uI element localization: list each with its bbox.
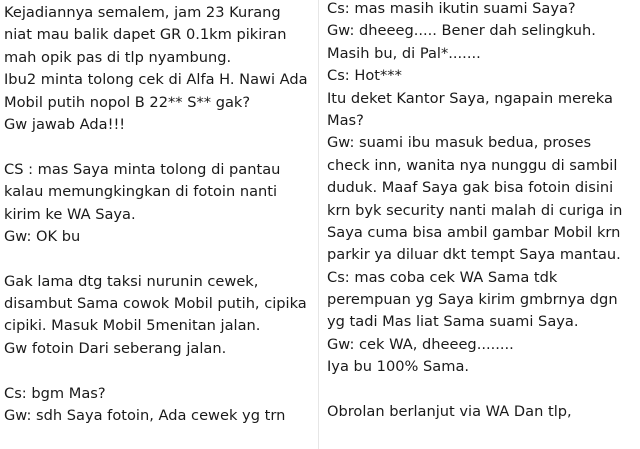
text-line: Cs: bgm Mas? (4, 384, 106, 402)
text-line: Ibu2 minta tolong cek di Alfa H. Nawi Ada (4, 71, 308, 89)
text-line: CS : mas Saya minta tolong di pantau (4, 160, 281, 178)
paragraph-gap (327, 379, 622, 401)
left-text-column (0, 0, 318, 449)
text-line: Obrolan berlanjut via WA Dan tlp, (327, 403, 572, 421)
right-text-column (318, 0, 640, 449)
text-line: Gw: OK bu (4, 227, 81, 245)
text-line: Masih bu, di Pal*....... (327, 44, 481, 62)
text-line: Gw: sdh Saya fotoin, Ada cewek yg trn (4, 407, 286, 425)
text-line: duduk. Maaf Saya gak bisa fotoin disini (327, 179, 614, 197)
right-text-lines (327, 0, 622, 423)
text-line: Itu deket Kantor Saya, ngapain mereka (327, 89, 613, 107)
text-line: Gw: cek WA, dheeeg........ (327, 335, 514, 353)
text-line: parkir ya diluar dkt tempt Saya mantau. (327, 246, 621, 264)
text-line: Gw jawab Ada!!! (4, 115, 126, 133)
text-line: cipiki. Masuk Mobil 5menitan jalan. (4, 317, 261, 335)
paragraph-gap (4, 136, 308, 158)
text-line: Kejadiannya semalem, jam 23 Kurang (4, 4, 281, 21)
text-line: Cs: Hot*** (327, 67, 402, 85)
text-line: Mas? (327, 111, 364, 129)
paragraph-gap (4, 248, 308, 270)
text-line: Saya cuma bisa ambil gambar Mobil krn (327, 223, 621, 241)
text-line: Gw fotoin Dari seberang jalan. (4, 339, 227, 357)
text-line: Cs: mas masih ikutin suami Saya? (327, 0, 576, 17)
text-line: Gak lama dtg taksi nurunin cewek, (4, 272, 259, 290)
text-line: kirim ke WA Saya. (4, 205, 136, 223)
left-text-lines (4, 2, 308, 427)
text-line: perempuan yg Saya kirim gmbrnya dgn (327, 291, 618, 309)
text-line: Mobil putih nopol B 22** S** gak? (4, 93, 251, 111)
text-line: Cs: mas coba cek WA Sama tdk (327, 268, 558, 286)
text-line: krn byk security nanti malah di curiga in (327, 201, 623, 219)
text-line: Iya bu 100% Sama. (327, 358, 470, 376)
text-line: mah opik pas di tlp nyambung. (4, 48, 232, 66)
text-line: disambut Sama cowok Mobil putih, cipika (4, 295, 307, 313)
text-line: Gw: dheeeg..... Bener dah selingkuh. (327, 22, 596, 40)
text-line: Gw: suami ibu masuk bedua, proses (327, 134, 592, 152)
text-line: yg tadi Mas liat Sama suami Saya. (327, 313, 579, 331)
text-line: kalau memungkingkan di fotoin nanti (4, 183, 278, 201)
paragraph-gap (4, 360, 308, 382)
text-line: niat mau balik dapet GR 0.1km pikiran (4, 26, 287, 44)
text-line: check inn, wanita nya nunggu di sambil (327, 156, 618, 174)
